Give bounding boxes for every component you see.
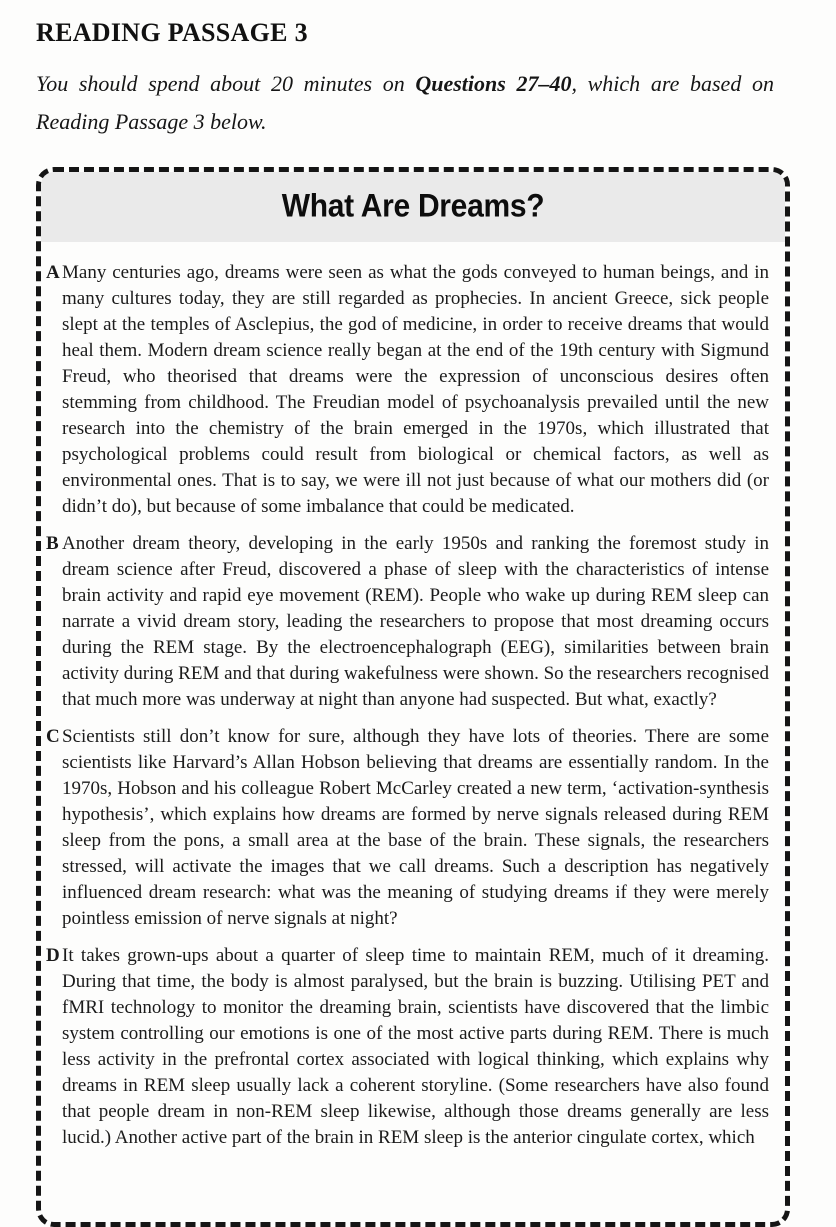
paragraph-a <box>46 260 769 520</box>
paragraph-c-label: C <box>46 726 60 747</box>
instruction-questions-range: Questions 27–40 <box>415 71 572 96</box>
passage-title-band <box>41 172 785 242</box>
paragraph-c-text: Scientists still don’t know for sure, although they have lots of theories. There are some scientists like Harvard’s Allan Hobson believing that dreams are essentially random. In the 1970s, Hobson and his colleague Robert McCarley created a new term, ‘activation-synthesis hypothesis’, which explains how dreams are formed by nerve signals released during REM sleep from the pons, a small area at the base of the brain. These signals, the researchers stressed, will activate the images that we call dreams. Such a description has negatively influenced dream research: what was the meaning of studying dreams if they were merely pointless emission of nerve signals at night? <box>62 726 769 929</box>
page-title: READING PASSAGE 3 <box>36 18 308 47</box>
paragraph-d-label: D <box>46 945 60 966</box>
passage-title: What Are Dreams? <box>281 188 545 225</box>
instruction-line-2: Reading Passage 3 below. <box>36 109 267 134</box>
paragraph-d-text: It takes grown-ups about a quarter of sleep time to maintain REM, much of it dreaming. During that time, the body is almost paralysed, but the brain is buzzing. Utilising PET and fMRI technology to monitor the dreaming brain, scientists have discovered that the limbic system controlling our emotions is one of the most active parts during REM. There is much less activity in the prefrontal cortex associated with logical thinking, which explains why dreams in REM sleep usually lack a coherent storyline. (Some researchers have also found that people dream in non-REM sleep likewise, although those dreams generally are less lucid.) Another active part of the brain in REM sleep is the anterior cingulate cortex, which <box>62 945 769 1148</box>
passage-content <box>41 242 785 1151</box>
paragraph-c <box>46 724 769 932</box>
instruction-prefix: You should spend about 20 minutes on <box>36 71 416 96</box>
passage-box <box>36 167 790 1227</box>
instruction-suffix: , which are based on <box>571 71 774 96</box>
paragraph-a-label: A <box>46 262 60 283</box>
paragraph-b-label: B <box>46 533 59 554</box>
instruction-text <box>36 71 774 135</box>
paragraph-a-text: Many centuries ago, dreams were seen as what the gods conveyed to human beings, and in many cultures today, they are still regarded as prophecies. In ancient Greece, sick people slept at the temples of Asclepius, the god of medicine, in order to receive dreams that would heal them. Modern dream science really began at the end of the 19th century with Sigmund Freud, who theorised that dreams were the expression of unconscious desires often stemming from childhood. The Freudian model of psychoanalysis prevailed until the new research into the chemistry of the brain emerged in the 1970s, which illustrated that psychological problems could result from biological or chemical factors, as well as environmental ones. That is to say, we were ill not just because of what our mothers did (or didn’t do), but because of some imbalance that could be medicated. <box>62 262 769 517</box>
instruction-line-1 <box>36 71 774 97</box>
paragraph-b-text: Another dream theory, developing in the early 1950s and ranking the foremost study in dream science after Freud, discovered a phase of sleep with the characteristics of intense brain activity and rapid eye movement (REM). People who wake up during REM sleep can narrate a vivid dream story, leading the researchers to propose that most dreaming occurs during the REM stage. By the electroencephalograph (EEG), similarities between brain activity during REM and that during wakefulness were shown. So the researchers recognised that much more was underway at night than anyone had suspected. But what, exactly? <box>62 533 769 710</box>
paragraph-b <box>46 531 769 713</box>
paragraph-d <box>46 943 769 1151</box>
